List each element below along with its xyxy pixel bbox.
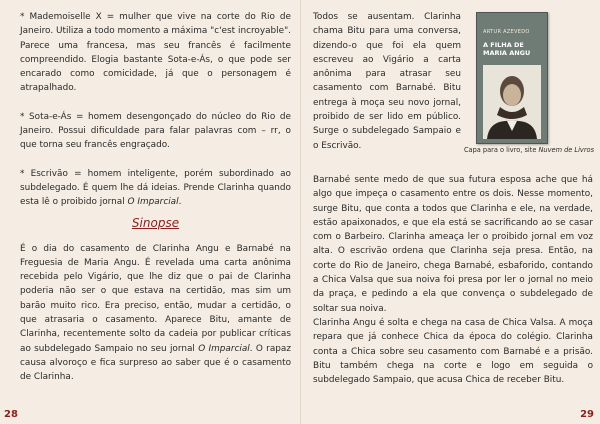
sinopse-paragraph <box>20 242 291 385</box>
left-column <box>20 10 291 385</box>
character-mademoiselle-x: * Mademoiselle X = mulher que vive na corte do Rio de Janeiro. Utiliza a todo momento a máxima "c'est incroyable". Parece uma francesa, mas seu francês é facilmente compreendido. Elogia bastante Sota-e-Ás, o que pode ser encarado como comicidade, já que o personagem é atrapalhado. <box>20 12 291 94</box>
book-cover-image <box>476 12 548 144</box>
right-top-column <box>313 10 461 153</box>
character-escrivao <box>20 167 291 210</box>
author-portrait-icon <box>483 65 541 139</box>
caption-source: Nuvem de Livros <box>538 146 595 154</box>
sinopse-text: É o dia do casamento de Clarinha Angu e Barnabé na Freguesia de Maria Angu. É revelada uma carta anônima recebida pelo Vigário, que lhe diz que o pai de Clarinha poderia não ser o que estava na certidão, mas sim um barão muito rico. Era preciso, então, mudar a certidão, o que atrasaria o casamento. Aparece Bitu, amante de Clarinha, recentemente solto da cadeia por publicar críticas ao subdelegado Sampaio no seu jornal <box>20 243 291 354</box>
right-bottom-column <box>313 173 593 387</box>
character-sota-e-as: * Sota-e-Ás = homem desengonçado do núcleo do Rio de Janeiro. Possui dificuldade para falar palavras com – rr, o que torna seu francês engraçado. <box>20 111 291 151</box>
sinopse-heading: Sinopse <box>131 215 180 230</box>
book-cover-figure <box>471 12 551 142</box>
escrivao-end: . <box>178 197 182 208</box>
book-title: A FILHA DE MARIA ANGU <box>483 41 531 57</box>
page-number-right: 29 <box>580 409 594 420</box>
caption-text: Capa para o livro, site <box>463 146 539 154</box>
escrivao-text: * Escrivão = homem inteligente, porém subordinado ao subdelegado. É quem lhe dá ideias. Prende Clarinha quando esta lê o proibido jornal <box>20 168 291 208</box>
right-paragraph-2: Clarinha Angu é solta e chega na casa de Chica Valsa. A moça repara que já conhece Chica da época do colégio. Clarinha conta a Chica sobre seu casamento com Barnabé e a prisão. Bitu também chega na corte e logo em seguida o subdelegado Sampaio, que acusa Chica de receber Bitu. <box>313 317 593 386</box>
right-page <box>301 0 600 424</box>
page-number-left: 28 <box>4 409 18 420</box>
sinopse-newspaper: O Imparcial <box>198 343 250 354</box>
escrivao-newspaper: O Imparcial <box>127 197 179 208</box>
right-paragraph-1: Barnabé sente medo de que sua futura esposa ache que há algo que impeça o casamento entre os dois. Nesse momento, surge Bitu, que conta a todos que Clarinha e ele, na verdade, estão apaixonados, e que ela está se sacrificando ao se casar com o Barbeiro. Clarinha ameaça ler o proibido jornal em voz alta. O escrivão ordena que Clarinha seja presa. Então, na corte do Rio de Janeiro, chega Barnabé, esbaforido, contando a Chica Valsa que sua noiva foi presa por ler o jornal no meio da praça, e pedindo a ela que convença o subdelegado de soltar sua noiva. <box>313 175 593 314</box>
sinopse-end: . O rapaz causa alvoroço e fica surpreso ao saber que é o casamento de Clarinha. <box>20 343 291 383</box>
book-author: ARTUR AZEVEDO <box>483 29 530 35</box>
right-top-paragraph: Todos se ausentam. Clarinha chama Bitu para uma conversa, dizendo-o que foi ela quem escreveu ao Vigário a carta anônima para atrasar seu casamento com Barnabé. Bitu entrega à moça seu novo jornal, proibido de ser lido em público. Surge o subdelegado Sampaio e o Escrivão. <box>313 12 461 151</box>
figure-caption <box>461 146 597 155</box>
